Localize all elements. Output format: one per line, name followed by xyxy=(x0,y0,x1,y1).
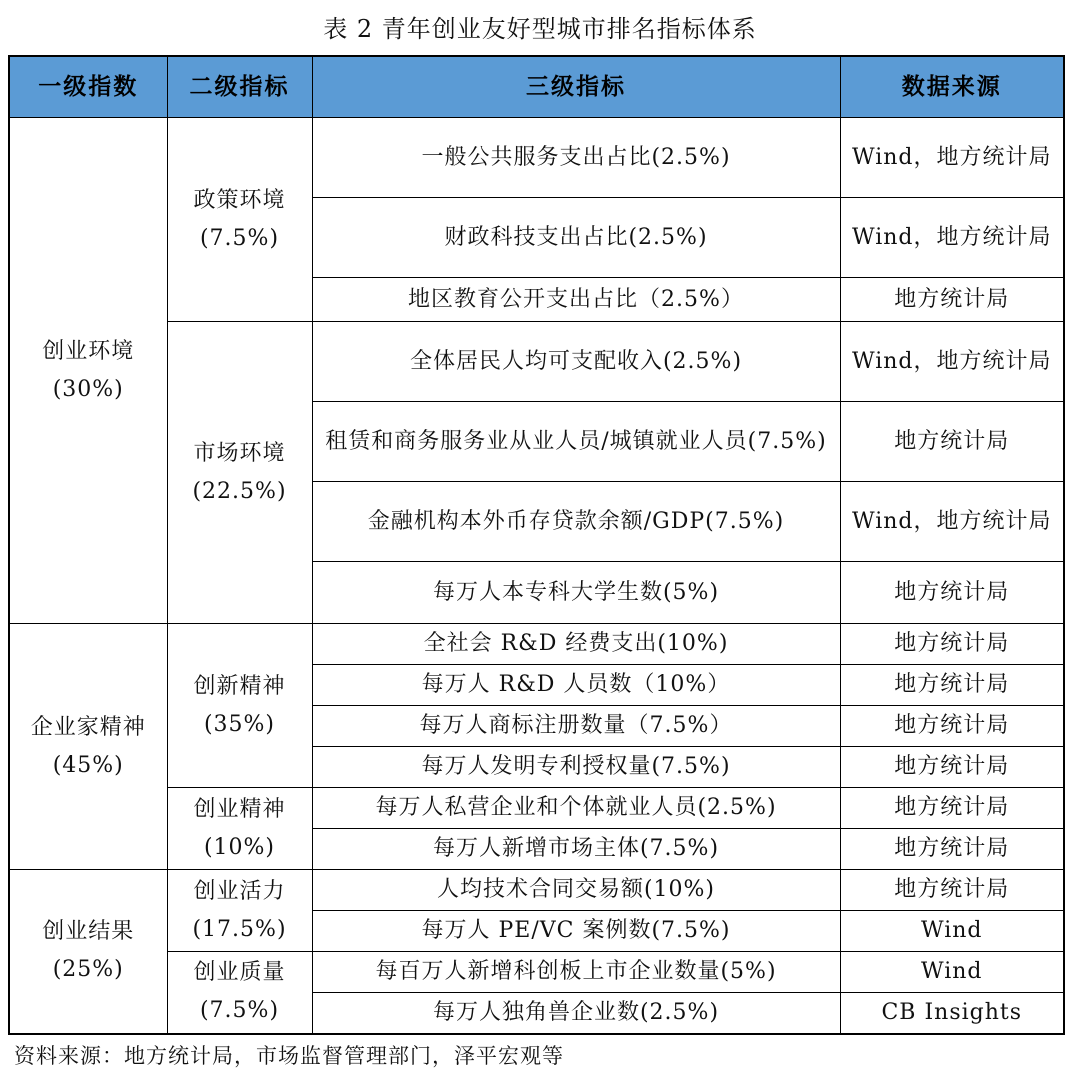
source-cell: 地方统计局 xyxy=(840,624,1064,665)
level2-name: 创业精神 xyxy=(193,796,286,822)
source-cell: 地方统计局 xyxy=(840,706,1064,747)
level1-name: 企业家精神 xyxy=(30,714,146,740)
indicator-cell: 财政科技支出占比(2.5%) xyxy=(312,198,840,278)
level2-cell xyxy=(167,118,312,322)
header-level2: 二级指标 xyxy=(167,56,312,118)
level1-cell xyxy=(9,624,167,870)
indicator-cell: 人均技术合同交易额(10%) xyxy=(312,870,840,911)
level2-weight: (35%) xyxy=(203,711,276,737)
level1-name: 创业环境 xyxy=(42,338,135,364)
table-row xyxy=(9,118,1064,198)
level2-cell xyxy=(167,952,312,1034)
level1-name: 创业结果 xyxy=(42,919,135,945)
indicator-cell: 地区教育公开支出占比（2.5%） xyxy=(312,278,840,322)
header-source: 数据来源 xyxy=(840,56,1064,118)
level2-cell xyxy=(167,624,312,788)
source-cell: Wind xyxy=(840,952,1064,993)
indicator-cell: 每万人独角兽企业数(2.5%) xyxy=(312,993,840,1034)
indicator-cell: 每万人发明专利授权量(7.5%) xyxy=(312,747,840,788)
source-cell: 地方统计局 xyxy=(840,829,1064,870)
table-row xyxy=(9,870,1064,911)
level1-weight: (45%) xyxy=(52,752,124,778)
level2-name: 创业质量 xyxy=(193,960,286,986)
table-row xyxy=(9,952,1064,993)
source-cell: 地方统计局 xyxy=(840,870,1064,911)
indicator-cell: 每万人本专科大学生数(5%) xyxy=(312,562,840,624)
source-cell: 地方统计局 xyxy=(840,665,1064,706)
source-cell: 地方统计局 xyxy=(840,747,1064,788)
indicator-cell: 每万人私营企业和个体就业人员(2.5%) xyxy=(312,788,840,829)
table-caption: 表 2 青年创业友好型城市排名指标体系 xyxy=(323,15,757,43)
level1-weight: (25%) xyxy=(52,957,124,983)
level2-name: 政策环境 xyxy=(193,187,286,213)
level2-weight: (22.5%) xyxy=(192,478,287,504)
source-cell: 地方统计局 xyxy=(840,562,1064,624)
source-cell: 地方统计局 xyxy=(840,788,1064,829)
source-cell: Wind，地方统计局 xyxy=(840,482,1064,562)
indicator-cell: 全社会 R&D 经费支出(10%) xyxy=(312,624,840,665)
table-row xyxy=(9,624,1064,665)
indicator-cell: 全体居民人均可支配收入(2.5%) xyxy=(312,322,840,402)
source-cell: 地方统计局 xyxy=(840,278,1064,322)
source-cell: 地方统计局 xyxy=(840,402,1064,482)
level2-name: 市场环境 xyxy=(193,440,286,466)
level2-name: 创新精神 xyxy=(193,673,286,699)
level2-weight: (7.5%) xyxy=(199,225,280,251)
level2-cell xyxy=(167,788,312,870)
source-cell: Wind，地方统计局 xyxy=(840,118,1064,198)
level2-weight: (17.5%) xyxy=(192,916,287,942)
source-cell: CB Insights xyxy=(840,993,1064,1034)
indicator-cell: 每万人新增市场主体(7.5%) xyxy=(312,829,840,870)
indicator-cell: 每百万人新增科创板上市企业数量(5%) xyxy=(312,952,840,993)
indicator-table xyxy=(8,55,1065,1035)
level2-weight: (7.5%) xyxy=(199,998,280,1024)
level2-cell xyxy=(167,870,312,952)
source-cell: Wind xyxy=(840,911,1064,952)
level2-name: 创业活力 xyxy=(193,878,286,904)
indicator-cell: 每万人商标注册数量（7.5%） xyxy=(312,706,840,747)
indicator-cell: 租赁和商务服务业从业人员/城镇就业人员(7.5%) xyxy=(312,402,840,482)
source-footnote: 资料来源：地方统计局，市场监督管理部门，泽平宏观等 xyxy=(14,1044,564,1068)
table-row xyxy=(9,322,1064,402)
level1-weight: (30%) xyxy=(52,376,124,402)
header-level3: 三级指标 xyxy=(312,56,840,118)
level1-cell xyxy=(9,870,167,1034)
header-level1: 一级指数 xyxy=(9,56,167,118)
source-cell: Wind，地方统计局 xyxy=(840,198,1064,278)
table-row xyxy=(9,788,1064,829)
indicator-cell: 一般公共服务支出占比(2.5%) xyxy=(312,118,840,198)
level2-weight: (10%) xyxy=(203,834,276,860)
indicator-cell: 金融机构本外币存贷款余额/GDP(7.5%) xyxy=(312,482,840,562)
level1-cell xyxy=(9,118,167,624)
level2-cell xyxy=(167,322,312,624)
indicator-cell: 每万人 R&D 人员数（10%） xyxy=(312,665,840,706)
source-cell: Wind，地方统计局 xyxy=(840,322,1064,402)
indicator-cell: 每万人 PE/VC 案例数(7.5%) xyxy=(312,911,840,952)
table-header-row xyxy=(9,56,1064,118)
